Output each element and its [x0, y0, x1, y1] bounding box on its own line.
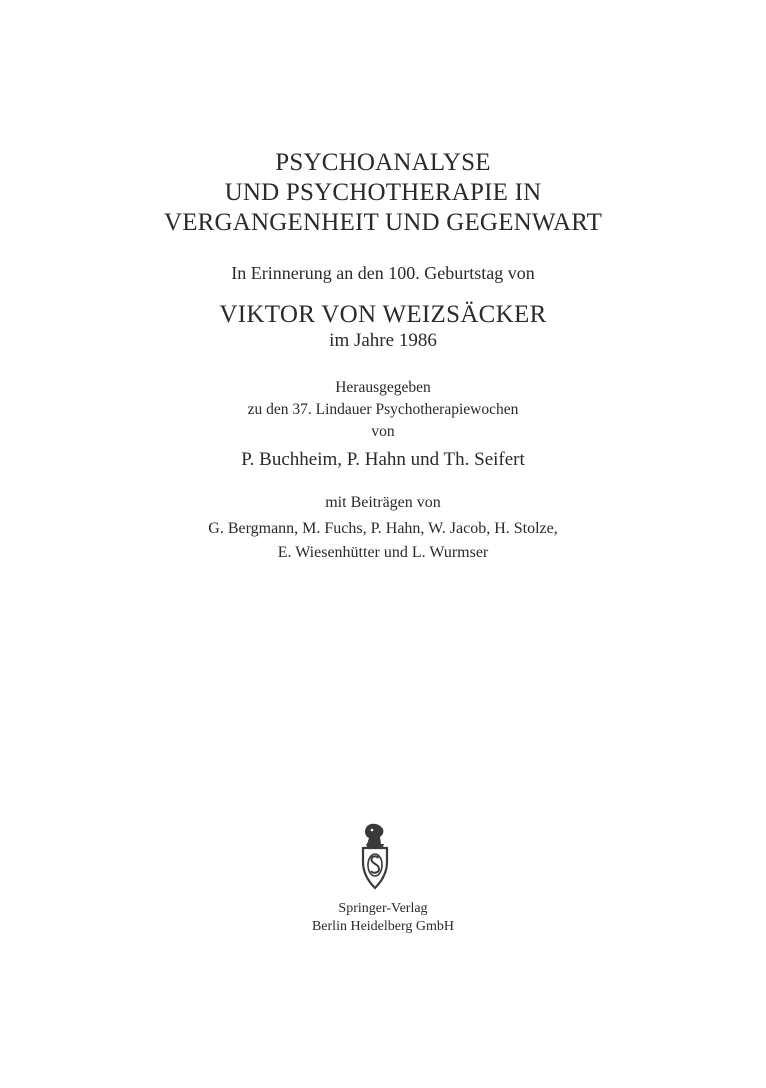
contributions-label: mit Beiträgen von: [325, 494, 441, 511]
editors-text: P. Buchheim, P. Hahn und Th. Seifert: [241, 449, 525, 470]
publisher-name: Springer-Verlag: [338, 901, 428, 916]
springer-knight-logo-icon: [357, 822, 393, 892]
honoree-year: im Jahre 1986: [329, 330, 437, 351]
book-title-line-1: PSYCHOANALYSE: [275, 149, 491, 176]
publisher-locations: Berlin Heidelberg GmbH: [311, 919, 455, 934]
honoree-name: VIKTOR VON WEIZSÄCKER: [219, 301, 547, 328]
contributors-line-2: E. Wiesenhütter und L. Wurmser: [277, 544, 489, 561]
edited-label: Herausgegeben: [335, 379, 431, 396]
contributors-line-1: G. Bergmann, M. Fuchs, P. Hahn, W. Jacob, H. Stolze,: [208, 520, 558, 537]
von-text: von: [371, 423, 395, 440]
book-title-line-3: VERGANGENHEIT UND GEGENWART: [163, 209, 603, 236]
occasion-text: zu den 37. Lindauer Psychotherapiewochen: [247, 401, 519, 418]
book-title-line-2: UND PSYCHOTHERAPIE IN: [224, 179, 542, 206]
dedication-text: In Erinnerung an den 100. Geburtstag von: [231, 263, 535, 283]
